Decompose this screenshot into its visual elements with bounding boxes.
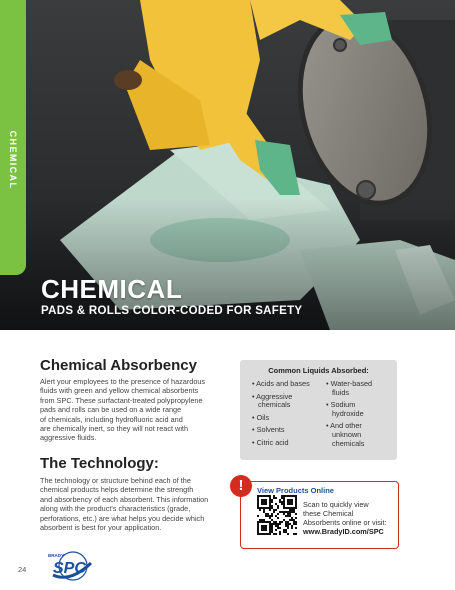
text-line: aggressive fluids. xyxy=(40,433,97,443)
products-url-link[interactable]: www.BradyID.com/SPC xyxy=(303,527,384,536)
section-side-tab xyxy=(0,0,26,275)
text-line: and absorbency of each absorbent. This information xyxy=(40,494,209,504)
chemical-absorbency-heading: Chemical Absorbency xyxy=(40,357,197,374)
text-line: from SPC. These surfactant-treated polypropylene xyxy=(40,395,203,405)
text-line: perforations, etc.) are what helps you decide which xyxy=(40,513,205,523)
liquid-item: • Oils xyxy=(252,412,270,422)
liquid-item: • Water-based fluids xyxy=(326,379,373,397)
liquid-item: • Sodium hydroxide xyxy=(326,400,364,418)
text-line: Scan to quickly view xyxy=(303,500,369,509)
text-line: along with the product's characteristics (grade, xyxy=(40,504,191,514)
hero-title: CHEMICAL xyxy=(41,274,183,304)
text-line: Alert your employees to the presence of hazardous xyxy=(40,377,206,386)
text-line: absorbent is best for your application. xyxy=(40,523,162,533)
liquid-item: • And other unknown chemicals xyxy=(326,421,365,448)
common-liquids-box xyxy=(240,360,397,460)
chemical-absorbency-text xyxy=(40,377,230,443)
text-line: fluids with green and yellow chemical absorbents xyxy=(40,386,199,396)
liquids-right-column xyxy=(326,380,372,452)
text-line: The technology or structure behind each of the xyxy=(40,476,191,485)
brand-small-label: BRADY xyxy=(48,553,65,558)
common-liquids-title: Common Liquids Absorbed: xyxy=(268,366,369,375)
liquid-item: • Acids and bases xyxy=(252,379,310,388)
spc-logo-icon xyxy=(45,549,95,581)
text-line: Absorbents online or visit: xyxy=(303,518,387,527)
text-line: chemical products helps determine the strength xyxy=(40,485,194,495)
brand-label: SPC xyxy=(53,560,86,577)
text-line: pads and rolls can be used on a wide range xyxy=(40,405,182,415)
technology-text xyxy=(40,476,230,532)
view-products-text xyxy=(303,500,398,536)
text-line: of chemicals, including hydrofluoric acid and xyxy=(40,414,183,424)
hero-subtitle: PADS & ROLLS COLOR-CODED FOR SAFETY xyxy=(41,305,303,317)
text-line: these Chemical xyxy=(303,509,354,518)
liquid-item: • Solvents xyxy=(252,425,285,435)
liquids-left-column xyxy=(252,380,310,452)
qr-code-icon[interactable] xyxy=(257,495,297,535)
side-tab-label: CHEMICAL xyxy=(8,130,18,190)
text-line: are chemically inert, so they will not react with xyxy=(40,424,189,434)
page-number: 24 xyxy=(18,565,27,574)
view-products-title: View Products Online xyxy=(257,486,334,495)
liquid-item: • Aggressive chemicals xyxy=(252,391,293,410)
alert-icon: ! xyxy=(230,475,252,497)
technology-heading: The Technology: xyxy=(40,455,159,472)
liquid-item: • Citric acid xyxy=(252,437,289,447)
